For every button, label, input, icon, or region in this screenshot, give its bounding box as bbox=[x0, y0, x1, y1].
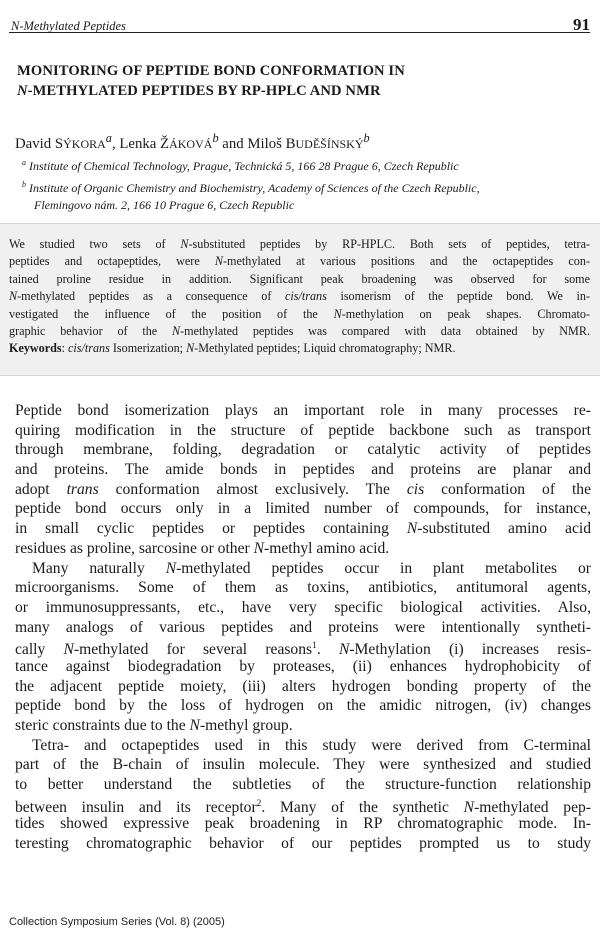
text-run: peptide bond occurs only in a limited number of compounds, for instance, bbox=[15, 500, 591, 518]
title-line-1: MONITORING OF PEPTIDE BOND CONFORMATION IN bbox=[17, 63, 405, 79]
author-surname-initial: S bbox=[54, 135, 64, 152]
body-line bbox=[15, 578, 591, 598]
page-header bbox=[9, 0, 590, 33]
affiliations bbox=[22, 154, 592, 215]
affiliation-mark: a bbox=[22, 158, 26, 167]
body-line bbox=[15, 775, 591, 795]
text-run: conformation of the bbox=[424, 480, 591, 498]
text-run: -methylated peptides occur in plant metabolites or bbox=[176, 559, 591, 577]
body-line bbox=[15, 559, 591, 579]
text-run: quiring modification in the structure of peptide backbone such as transport bbox=[15, 421, 591, 439]
page-footer: Collection Symposium Series (Vol. 8) (2005) bbox=[9, 916, 225, 928]
text-run: Tetra- and octapeptides used in this study were derived from C-terminal bbox=[32, 736, 591, 754]
text-run: -substituted amino acid bbox=[417, 520, 591, 538]
running-head: N-Methylated Peptides bbox=[11, 19, 126, 33]
body-line bbox=[15, 440, 591, 460]
text-run: conformation almost exclusively. The bbox=[98, 480, 407, 498]
author-2 bbox=[119, 131, 219, 152]
keyword-text: -Methylated peptides; Liquid chromatography; NMR. bbox=[194, 341, 456, 356]
text-run: adopt bbox=[15, 480, 67, 498]
body-line bbox=[15, 401, 591, 421]
affiliation-b bbox=[22, 176, 592, 198]
text-run: -methylated at various positions and the octapeptides con- bbox=[223, 254, 590, 269]
body-line bbox=[15, 598, 591, 618]
italic-term: N bbox=[186, 341, 195, 356]
body-line bbox=[15, 657, 591, 677]
text-run: between insulin and its receptor bbox=[15, 798, 257, 816]
title-italic-n: N bbox=[17, 83, 28, 99]
body-line bbox=[15, 736, 591, 756]
text-run: . Many of the synthetic bbox=[261, 798, 464, 816]
abstract-line bbox=[9, 306, 590, 323]
text-run: in small cyclic peptides or peptides containing bbox=[15, 520, 407, 538]
affiliation-text: Institute of Organic Chemistry and Biochemistry, Academy of Sciences of the Czech Republic, bbox=[29, 180, 480, 195]
abstract-line bbox=[9, 236, 590, 253]
text-run: -methylated peptides was compared with data obtained by NMR. bbox=[180, 324, 590, 339]
keyword-text: : bbox=[61, 341, 65, 356]
affiliation-text: Flemingovo nám. 2, 166 10 Prague 6, Czech Republic bbox=[34, 198, 295, 212]
text-run: steric constraints due to the bbox=[15, 717, 190, 734]
author-first-name: Miloš bbox=[247, 135, 282, 152]
text-run: We studied two sets of bbox=[9, 237, 181, 251]
text-run: -methylated peptides as a consequence of bbox=[17, 289, 285, 304]
text-run: to better understand the subtleties of the structure-function relationship bbox=[15, 776, 591, 794]
body-line bbox=[15, 480, 591, 500]
body-line bbox=[15, 795, 591, 815]
author-surname bbox=[55, 136, 106, 152]
italic-term: N bbox=[171, 324, 181, 339]
author-surname-initial: Ž bbox=[160, 135, 170, 152]
body-line bbox=[15, 755, 591, 775]
text-run: tained proline residue in addition. Significant peak broadening was observed for some bbox=[9, 271, 590, 286]
body-line bbox=[15, 618, 591, 638]
italic-term: N bbox=[253, 539, 265, 557]
reference-marker: 1 bbox=[312, 641, 317, 652]
text-run: -Methylation (i) increases resis- bbox=[349, 641, 592, 659]
text-run: -methylated for several reasons bbox=[73, 641, 313, 659]
text-run: microorganisms. Some of them as toxins, antibiotics, antitumoral agents, bbox=[15, 579, 591, 597]
abstract-line bbox=[9, 288, 590, 305]
author-surname-rest: ÁKOVÁ bbox=[169, 136, 213, 151]
text-run: -methylated pep- bbox=[474, 798, 591, 816]
author-surname bbox=[286, 136, 364, 152]
body-line bbox=[15, 696, 591, 716]
author-first-name: David bbox=[15, 135, 52, 152]
author-3 bbox=[247, 131, 370, 152]
author-affiliation-mark: a bbox=[105, 131, 112, 145]
italic-term: cis/trans bbox=[68, 341, 110, 356]
italic-term: N bbox=[463, 798, 475, 816]
article-body bbox=[15, 401, 591, 854]
text-run: . bbox=[316, 641, 339, 659]
author-affiliation-mark: b bbox=[212, 131, 219, 145]
affiliation-b-continued bbox=[22, 197, 592, 215]
text-run: the adjacent peptide moiety, (iii) alters hydrogen bonding property of the bbox=[15, 677, 591, 695]
text-run: isomerism of the peptide bond. We in- bbox=[326, 289, 590, 304]
body-line bbox=[15, 814, 591, 834]
author-separator: , bbox=[111, 135, 120, 152]
body-line bbox=[15, 716, 591, 736]
keywords-line bbox=[9, 340, 590, 357]
keyword-text: Isomerization; bbox=[109, 341, 187, 356]
abstract-line bbox=[9, 253, 590, 270]
body-line bbox=[15, 677, 591, 697]
author-first-name: Lenka bbox=[119, 135, 157, 152]
text-run: residues as proline, sarcosine or other bbox=[15, 539, 254, 557]
abstract bbox=[9, 236, 590, 358]
author-surname-initial: B bbox=[285, 135, 296, 152]
text-run: or immunosuppressants, etc., have very specific biological activities. Also, bbox=[15, 598, 591, 616]
text-run: peptides and octapeptides, were bbox=[9, 254, 215, 269]
author-surname-rest: UDĚŠÍNSKÝ bbox=[295, 136, 364, 151]
reference-marker: 2 bbox=[256, 798, 262, 809]
text-run: -methylation on peak shapes. Chromato- bbox=[341, 306, 590, 321]
text-run: -substituted peptides by RP-HPLC. Both sets of peptides, tetra- bbox=[188, 237, 590, 251]
body-line bbox=[15, 421, 591, 441]
author-affiliation-mark: b bbox=[363, 131, 370, 145]
body-line bbox=[15, 539, 591, 559]
author-surname-rest: ÝKORA bbox=[63, 136, 106, 151]
italic-term: cis bbox=[406, 480, 425, 498]
text-run: teresting chromatographic behavior of our peptides prompted us to study bbox=[15, 835, 591, 853]
text-run: Many naturally bbox=[32, 559, 166, 577]
italic-term: N bbox=[180, 237, 189, 251]
keywords-label: Keywords bbox=[9, 341, 62, 356]
text-run: Peptide bond isomerization plays an important role in many processes re- bbox=[15, 402, 591, 419]
text-run: graphic behavior of the bbox=[9, 324, 172, 339]
italic-term: N bbox=[214, 254, 223, 269]
italic-term: N bbox=[338, 641, 350, 659]
author-separator: and bbox=[218, 135, 248, 152]
affiliation-mark: b bbox=[22, 179, 26, 189]
italic-term: N bbox=[9, 289, 18, 304]
italic-term: N bbox=[406, 520, 418, 538]
body-line bbox=[15, 637, 591, 657]
text-run: peptide bond by the loss of hydrogen on the amidic nitrogen, (iv) changes bbox=[15, 697, 591, 715]
abstract-line bbox=[9, 271, 590, 288]
text-run: vestigated the influence of the position of the bbox=[9, 306, 334, 321]
italic-term: N bbox=[63, 641, 74, 659]
text-run: many analogs of various peptides and proteins were intentionally syntheti- bbox=[15, 618, 591, 636]
author-list bbox=[15, 129, 370, 153]
italic-term: N bbox=[165, 559, 177, 577]
italic-term: cis/trans bbox=[285, 289, 327, 304]
article-title bbox=[17, 61, 577, 101]
title-line-2-rest: -METHYLATED PEPTIDES BY RP-HPLC AND NMR bbox=[27, 83, 381, 99]
affiliation-a bbox=[22, 154, 592, 176]
author-surname bbox=[160, 136, 212, 152]
body-line bbox=[15, 499, 591, 519]
body-line bbox=[15, 460, 591, 480]
author-1 bbox=[15, 131, 112, 152]
page-number: 91 bbox=[573, 15, 590, 34]
italic-term: N bbox=[189, 717, 200, 734]
text-run: through membrane, folding, degradation or catalytic activity of peptides bbox=[15, 441, 591, 459]
affiliation-text: Institute of Chemical Technology, Prague, Technická 5, 166 28 Prague 6, Czech Republic bbox=[29, 159, 459, 173]
text-run: cally bbox=[15, 641, 64, 659]
text-run: -methyl group. bbox=[199, 717, 293, 734]
text-run: tides showed expressive peak broadening in RP chromatographic mode. In- bbox=[15, 815, 591, 833]
abstract-line bbox=[9, 323, 590, 340]
italic-term: N bbox=[333, 306, 342, 321]
text-run: -methyl amino acid. bbox=[264, 539, 390, 557]
body-line bbox=[15, 834, 591, 854]
text-run: and proteins. The amide bonds in peptides and proteins are planar and bbox=[15, 461, 591, 479]
text-run: part of the B-chain of insulin molecule. They were synthesized and studied bbox=[15, 756, 591, 774]
italic-term: trans bbox=[66, 480, 99, 498]
body-line bbox=[15, 519, 591, 539]
text-run: tance against biodegradation by proteases, (ii) enhances hydrophobicity of bbox=[15, 657, 591, 675]
title-line-2 bbox=[17, 81, 577, 101]
